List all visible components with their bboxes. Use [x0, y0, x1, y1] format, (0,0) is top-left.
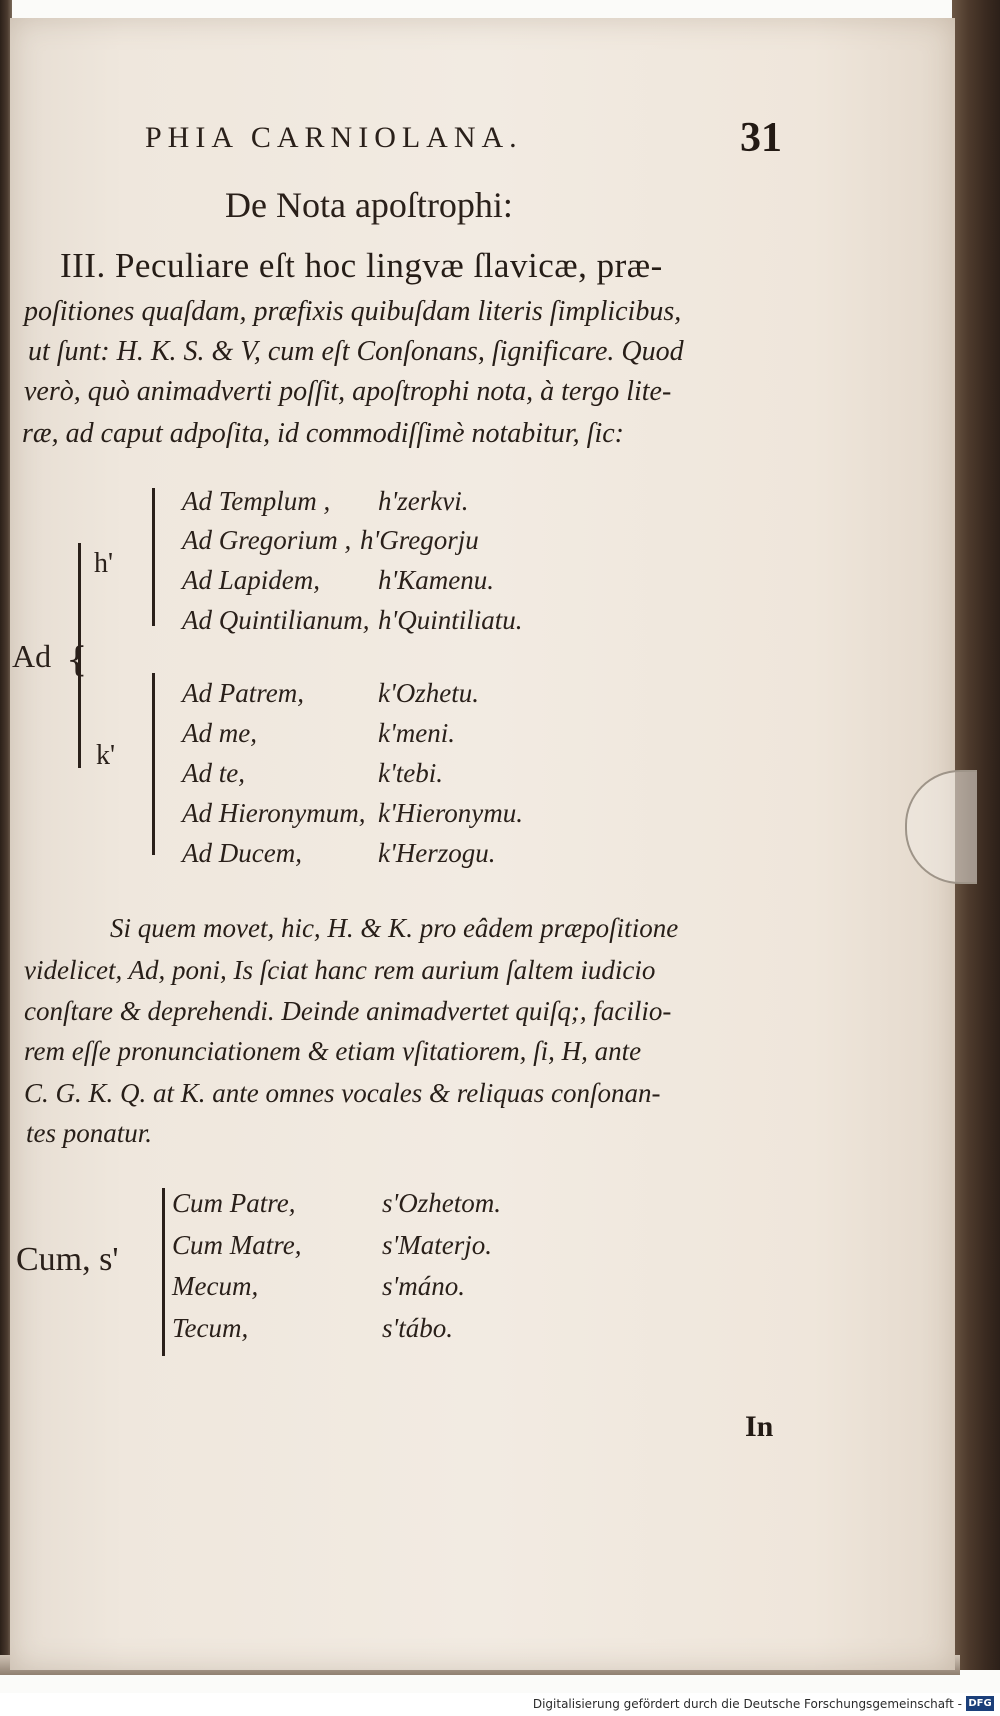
ad-k-latin-2: Ad me, — [182, 718, 257, 748]
cum-slovene-4: s'tábo. — [382, 1313, 454, 1343]
ad-k-slovene-1: k'Ozhetu. — [378, 678, 479, 708]
paragraph-2-line-5: C. G. K. Q. at K. ante omnes vocales & reliquas conſonan- — [24, 1078, 661, 1108]
ad-k-latin-5: Ad Ducem, — [182, 838, 302, 868]
ad-h-slovene-2: h'Gregorju — [360, 525, 479, 555]
cum-latin-3: Mecum, — [172, 1271, 259, 1301]
ad-h-latin-1: Ad Templum , — [182, 486, 331, 516]
section-heading: De Nota apoſtrophi: — [225, 185, 513, 225]
cum-latin-4: Tecum, — [172, 1313, 249, 1343]
paragraph-1-line-4: verò, quò animadverti poſſit, apoſtrophi nota, à tergo lite- — [24, 376, 672, 407]
paragraph-1-line-2: poſitiones quaſdam, præfixis quibuſdam literis ſimplicibus, — [24, 296, 682, 327]
prep-label-cum: Cum, s' — [16, 1241, 119, 1278]
paragraph-2-line-3: conſtare & deprehendi. Deinde animadvertet quiſq;, facilio- — [24, 996, 672, 1026]
label-h: h' — [94, 548, 114, 579]
cum-latin-1: Cum Patre, — [172, 1188, 296, 1218]
paragraph-1-line-3: ut ſunt: H. K. S. & V, cum eſt Conſonans, ſignificare. Quod — [28, 336, 684, 367]
paragraph-1-line-1: III. Peculiare eſt hoc lingvæ ſlavicæ, præ- — [60, 246, 663, 285]
running-title: PHIA CARNIOLANA. — [145, 121, 523, 154]
cum-latin-2: Cum Matre, — [172, 1230, 302, 1260]
brace-cum — [162, 1188, 165, 1356]
ad-k-latin-3: Ad te, — [182, 758, 245, 788]
ad-h-latin-4: Ad Quintilianum, — [182, 605, 370, 635]
dfg-logo-icon: DFG — [966, 1696, 994, 1711]
catchword: In — [745, 1410, 774, 1443]
paragraph-2-line-2: videlicet, Ad, poni, Is ſciat hanc rem aurium ſaltem iudicio — [24, 955, 656, 985]
ad-h-slovene-1: h'zerkvi. — [378, 486, 469, 516]
ad-k-slovene-3: k'tebi. — [378, 758, 443, 788]
ad-h-slovene-4: h'Quintiliatu. — [378, 605, 523, 635]
page-number: 31 — [740, 115, 782, 161]
footer-credit: Digitalisierung gefördert durch die Deutsche Forschungsgemeinschaft - — [532, 1697, 962, 1711]
ad-h-slovene-3: h'Kamenu. — [378, 565, 495, 595]
paragraph-2-line-6: tes ponatur. — [26, 1118, 153, 1148]
ad-k-slovene-4: k'Hieronymu. — [378, 798, 523, 828]
ad-k-slovene-5: k'Herzogu. — [378, 838, 496, 868]
cum-slovene-3: s'máno. — [382, 1271, 466, 1301]
paragraph-1-line-5: ræ, ad caput adpoſita, id commodiſſimè notabitur, ſic: — [22, 418, 624, 449]
brace-h — [152, 488, 155, 626]
prep-label-ad: Ad — [12, 638, 52, 674]
paragraph-2-line-1: Si quem movet, hic, H. & K. pro eâdem præpoſitione — [110, 913, 679, 943]
ad-k-latin-4: Ad Hieronymum, — [182, 798, 366, 828]
book-page — [10, 18, 955, 1670]
brace-k — [152, 673, 155, 855]
ad-h-latin-3: Ad Lapidem, — [182, 565, 320, 595]
ad-h-latin-2: Ad Gregorium , — [182, 525, 352, 555]
outer-brace-tip: { — [66, 640, 88, 680]
ad-k-slovene-2: k'meni. — [378, 718, 455, 748]
paragraph-2-line-4: rem eſſe pronunciationem & etiam vſitatiorem, ſi, H, ante — [24, 1036, 642, 1066]
cum-slovene-2: s'Materjo. — [382, 1230, 493, 1260]
cum-slovene-1: s'Ozhetom. — [382, 1188, 502, 1218]
label-k: k' — [96, 740, 116, 771]
ad-k-latin-1: Ad Patrem, — [182, 678, 304, 708]
